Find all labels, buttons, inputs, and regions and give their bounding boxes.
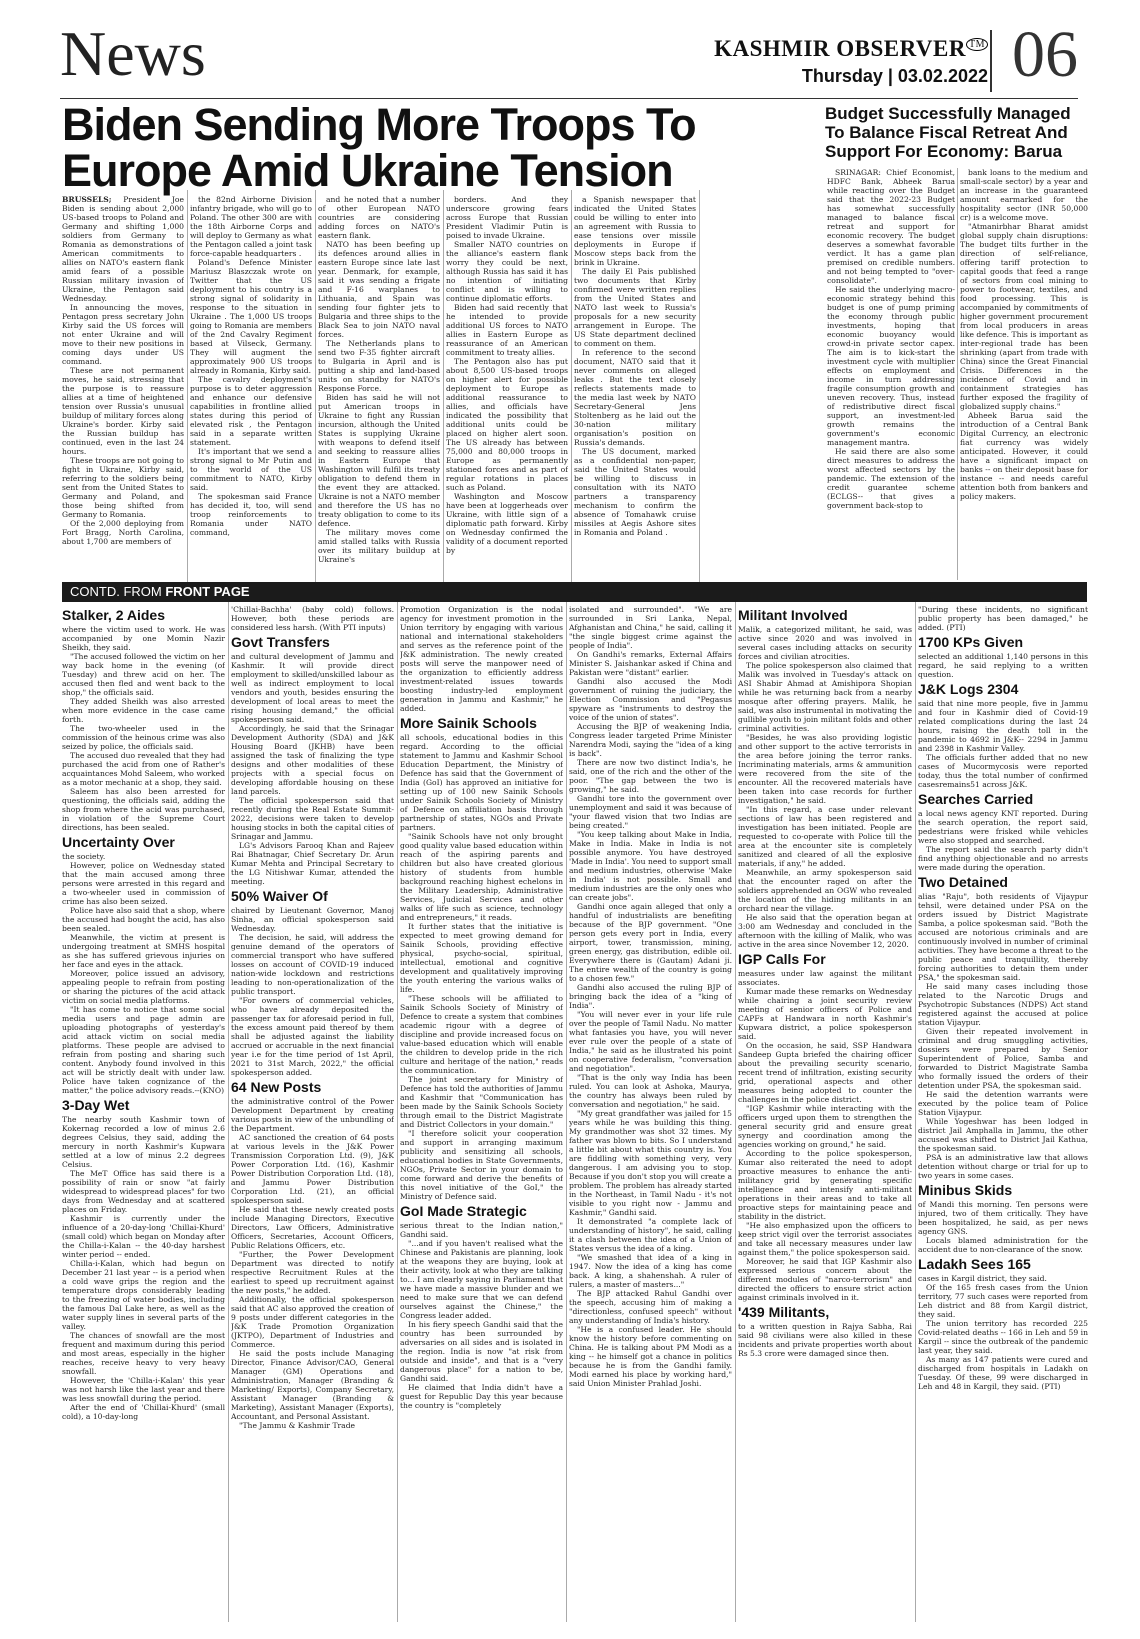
article-paragraph: and he noted that a number of other European NATO countries are considering adding forces on NATO's eastern flank.	[318, 195, 440, 240]
column-rule	[228, 602, 229, 1622]
story-paragraph: The two-wheeler used in the commission of the heinous crime was also seized by police, the officials said.	[62, 724, 225, 751]
column-rule	[187, 190, 188, 590]
story-paragraph: "You will never ever in your life rule over the people of Tamil Nadu. No matter what fantasies you have, you will never ever rule over the people of a state of India," he said as he illustrated his point on cooperative federalism, "conversation and negotiation".	[569, 1010, 732, 1073]
story-paragraph: The report said the search party didn't find anything objectionable and no arrests were made during the operation.	[918, 845, 1088, 872]
masthead-name: KASHMIR OBSERVER	[714, 36, 966, 61]
article-paragraph: Biden had said recently that he intended to provide additional US forces to NATO allies in Eastern Europe as reassurance of an American commitment to treaty allies.	[446, 303, 568, 357]
continued-col-1	[62, 605, 225, 1630]
story-paragraph: Kashmir is currently under the influence of a 20-day-long 'Chillai-Khurd' (small cold) which began on Monday after the Chilla-i-Kalan -- the 40-day harshest winter period -- ended.	[62, 1214, 225, 1259]
story-paragraph: and cultural development of Jammu and Kashmir. It will provide direct employment to skilled/unskilled labour as well as indirect employment to local vendors and youth, besides ensuring the development of local areas to meet the rising housing demand," the official spokesperson said.	[231, 652, 394, 724]
article-paragraph: bank loans to the medium and small-scale sector) by a year and an increase in the guaranteed amount earmarked for the hospitality sector (INR 50,000 cr) is a welcome move.	[960, 168, 1088, 222]
main-article-col-4	[446, 195, 568, 580]
issue-date: Thursday | 03.02.2022	[801, 66, 988, 86]
story-heading: GoI Made Strategic	[400, 1203, 527, 1219]
main-article-col-5	[574, 195, 696, 580]
story-paragraph: Gandhi also accused the ruling BJP of bringing back the idea of a "king of India".	[569, 983, 732, 1010]
story-paragraph: Kumar made these remarks on Wednesday while chairing a joint security review meeting of senior officers of Police and CAPFs at Handwara in north Kashmir's Kupwara district, a police spokesperson said.	[738, 987, 912, 1041]
story-paragraph: where the victim used to work. He was accompanied by one Momin Nazir Sheikh, they said.	[62, 625, 225, 652]
story-paragraph: Locals blamed administration for the accident due to non-clearance of the snow.	[918, 1236, 1088, 1254]
story-paragraph: to a written question in Rajya Sabha, Rai said 98 civilians were also killed in these incidents and private properties worth about Rs 5.3 crore were damaged since then.	[738, 1322, 912, 1358]
story-heading: 3-Day Wet	[62, 1097, 130, 1113]
continued-col-6	[918, 605, 1088, 1630]
column-rule	[571, 190, 572, 590]
article-paragraph: Washington and Moscow have been at loggerheads over Ukraine, with little sign of a diplomatic path forward. Kirby on Wednesday confirmed the validity of a document reported by	[446, 492, 568, 555]
story-paragraph: "I therefore solicit your cooperation and support in arranging maximum publicity and sensitizing all schools, educational bodies in State Governments, NGOs, Private Sector in your domain to come forward and derive the benefits of this novel initiative of the GoI," the Ministry of Defence said.	[400, 1129, 563, 1201]
main-article-col-1	[62, 195, 184, 580]
story-paragraph: Police have also said that a shop, where the accused had bought the acid, has also been sealed.	[62, 906, 225, 933]
story-heading: Minibus Skids	[918, 1182, 1013, 1198]
story-paragraph: Accusing the BJP of weakening India, Congress leader targeted Prime Minister Narendra Modi, saying the "idea of a king is back".	[569, 722, 732, 758]
story-paragraph: As many as 147 patients were cured and discharged from hospitals in Ladakh on Tuesday. Of these, 99 were discharged in Leh and 48 in Kargil, they said. (PTI)	[918, 1355, 1088, 1391]
masthead	[714, 36, 988, 62]
main-article-lead-text: President Joe Biden is sending about 2,000 US-based troops to Poland and Germany and shifting 1,000 soldiers from Germany to Romania as demonstrations of American commitments to allies on NATO's eastern flank amid fears of a possible Russian military invasion of Ukraine, the Pentagon said Wednesday.	[62, 195, 184, 303]
story-paragraph: Meanwhile, an army spokesperson said that the encounter raged on after the soldiers apprehended an OGW who revealed the location of the hiding militants in an orchard near the village.	[738, 868, 912, 913]
section-title: News	[60, 18, 206, 89]
story-heading: Two Detained	[918, 874, 1008, 890]
story-paragraph: "During these incidents, no significant public property has been damaged," he added. (PTI)	[918, 605, 1088, 632]
column-rule	[735, 602, 736, 1622]
continued-col-4	[569, 605, 732, 1630]
story-paragraph: all schools, educational bodies in this regard. According to the official statement to Jammu and Kashmir School Education Department, the Ministry of Defence has said that the Government of India (GoI) has approved an initiative for setting up of 100 new Sainik Schools under Sainik Schools Society of Ministry of Defence on affiliation basis through partnership of states, NGOs and Private partners.	[400, 733, 563, 832]
column-rule	[699, 190, 700, 590]
story-paragraph: "Further, the Power Development Department was directed to notify respective Recruitment Rules at the earliest to speed up recruitment against the new posts," he added.	[231, 1250, 394, 1295]
story-heading: Uncertainty Over	[62, 834, 175, 850]
story-paragraph: Of the 165 fresh cases from the Union territory, 77 such cases were reported from Leh district and 88 from Kargil district, they said.	[918, 1283, 1088, 1319]
story-paragraph: After the end of 'Chillai-Khurd' (small cold), a 10-day-long	[62, 1403, 225, 1421]
story-paragraph: Promotion Organization is the nodal agency for investment promotion in the Union territory by engaging with various national and international stakeholders and serves as the reference point of the J&K administration. The newly created posts will serve the manpower need of the organization to efficiently address investment-related issues towards boosting industry-led employment generation in Jammu and Kashmir," he added.	[400, 605, 563, 713]
story-paragraph: Saleem has also been arrested for questioning, the officials said, adding the shop from where the acid was purchased, in violation of the Supreme Court directions, has been sealed.	[62, 787, 225, 832]
article-paragraph: Poland's Defence Minister Mariusz Blaszczak wrote on Twitter that the US deployment to his country is a strong signal of solidarity in response to the situation in Ukraine . The 1,000 US troops going to Romania are members of the 2nd Cavalry Regiment based at Vilseck, Germany. They will augment the approximately 900 US troops already in Romania, Kirby said.	[190, 258, 312, 375]
story-paragraph: LG's Advisors Farooq Khan and Rajeev Rai Bhatnagar, Chief Secretary Dr. Arun Kumar Mehta and Principal Secretary to the LG Nitishwar Kumar, attended the meeting.	[231, 841, 394, 886]
story-paragraph: While Yogeshwar has been lodged in district Jail Amphalla in Jammu, the other accused was shifted to District Jail Kathua, the spokesman said.	[918, 1117, 1088, 1153]
story-heading: IGP Calls For	[738, 951, 826, 967]
story-paragraph: Chilla-i-Kalan, which had begun on December 21 last year -- is a period when a cold wave grips the region and the temperature drops considerably leading to the freezing of water bodies, including the famous Dal Lake here, as well as the water supply lines in several parts of the valley.	[62, 1259, 225, 1331]
page-number: 06	[1012, 18, 1078, 91]
story-paragraph: selected an additional 1,140 persons in this regard, he said replying to a written question.	[918, 652, 1088, 679]
story-paragraph: The nearby south Kashmir town of Kokernag recorded a low of minus 2.6 degrees Celsius, they said, adding the mercury in north Kashmir's Kupwara settled at a low of minus 2.2 degrees Celsius.	[62, 1115, 225, 1169]
story-paragraph: Moreover, he said that IGP Kashmir also expressed serious concern about the different modules of "narco-terrorism" and directed the officers to ensure strict action against criminals involved in it.	[738, 1257, 912, 1302]
article-paragraph: Biden has said he will not put American troops in Ukraine to fight any Russian incursion, although the United States is supplying Ukraine with weapons to defend itself and seeking to reassure allies in Eastern Europe that Washington will fulfil its treaty obligation to defend them in the event they are attacked. Ukraine is not a NATO member and therefore the US has no treaty obligation to come to its defence.	[318, 393, 440, 528]
story-paragraph: He said that these newly created posts include Managing Directors, Executive Directors, Law Officers, Administrative Officers, Secretaries, Account Officers, Public Relations Officers, etc.	[231, 1205, 394, 1250]
story-paragraph: of Mandi this morning. Ten persons were injured, two of them critically. They have been hospitalized, he said, as per news agency GNS.	[918, 1200, 1088, 1236]
column-rule	[915, 602, 916, 1622]
story-heading: Militant Involved	[738, 607, 848, 623]
article-paragraph: He said the underlying macro-economic strategy behind this budget is one of pump priming the economy through public investments, hoping that economic buoyancy would crowd-in private sector capex. The aim is to kick-start the investment cycle with multiplier effects on employment and income in turn addressing fragile consumption growth and uneven recovery. Thus, instead of redistributive direct fiscal support, an investment-led growth remains the government's economic management mantra.	[827, 285, 955, 447]
story-paragraph: chaired by Lieutenant Governor, Manoj Sinha, an official spokesperson said Wednesday.	[231, 906, 394, 933]
story-heading: 1700 KPs Given	[918, 634, 1024, 650]
story-paragraph: There are now two distinct India's, he said, one of the rich and the other of the poor. "The gap between the two is growing," he said.	[569, 758, 732, 794]
story-paragraph: "He also emphasized upon the officers to keep strict vigil over the terrorist associates and take all necessary measures under law against them," the police spokesperson said.	[738, 1221, 912, 1257]
article-paragraph: SRINAGAR: Chief Economist, HDFC Bank, Abheek Barua while reacting over the Budget said that the 2022-23 Budget has somewhat successfully managed to balance fiscal retreat and support for economic recovery. The budget deserves a somewhat favorable verdict. It has a game plan premised on credible numbers. and not being tempted to "over-consolidate".	[827, 168, 955, 285]
side-article-col-2	[960, 168, 1088, 580]
continued-col-2	[231, 605, 394, 1630]
story-heading: '439 Militants,	[738, 1304, 830, 1320]
story-paragraph: measures under law against the militant associates.	[738, 969, 912, 987]
story-paragraph: AC sanctioned the creation of 64 posts at various levels in the J&K Power Transmission Corporation Ltd. (9), J&K Power Corporation Ltd. (16), Kashmir Power Distribution Corporation Ltd. (18), and Jammu Power Distribution Corporation Ltd. (21), an official spokesperson said.	[231, 1133, 394, 1205]
article-paragraph: In reference to the second document, NATO said that it never comments on alleged leaks . But the text closely reflects statements made to the media last week by NATO Secretary-General Jens Stoltenberg as he laid out the 30-nation military organisation's position on Russia's demands.	[574, 348, 696, 447]
story-paragraph: Gandhi tore into the government over unemployment and said it was because of "your flawed vision that two Indias are being created."	[569, 794, 732, 830]
main-article-paragraph: These troops are not going to fight in Ukraine, Kirby said, referring to the soldiers being sent from the United States to Germany and Poland, and those being shifted from Germany to Romania.	[62, 456, 184, 519]
side-article-col-1	[827, 168, 955, 580]
article-paragraph: "Atmanirbhar Bharat amidst global supply chain disruptions: The budget tilts further in the direction of self-reliance, offering tariff protection to capital goods that feed a range of sectors from coal mining to power to footwear, textiles, and food processing. This is accompanied by commitments of higher government procurement from local producers in areas like defence. This is important as inter-regional trade has been shrinking (apart from trade with China) since the Great Financial Crisis. Differences in the incidence of Covid and in containment strategies has further exposed the fragility of globalized supply chains."	[960, 222, 1088, 411]
continued-banner	[62, 582, 1087, 602]
story-paragraph: cases in Kargil district, they said.	[918, 1274, 1047, 1283]
story-paragraph: "We smashed that idea of a king in 1947. Now the idea of a king has come back. A king, a shahenshah. A ruler of rulers, a master of masters..."	[569, 1253, 732, 1289]
story-paragraph: The officials further added that no new cases of Mucormycosis were reported today, thus the total number of confirmed casesremains51 across J&K.	[918, 753, 1088, 789]
story-paragraph: The decision, he said, will address the genuine demand of the operators of commercial transport who have suffered losses on account of COVID-19 induced nation-wide lockdown and restrictions leading to non-operationalization of the public transport.	[231, 933, 394, 996]
story-paragraph: Additionally, the official spokesperson said that AC also approved the creation of 9 posts under different categories in the J&K Trade Promotion Organization (JKTPO), Department of Industries and Commerce.	[231, 1295, 394, 1349]
story-paragraph: "IGP Kashmir while interacting with the officers urged upon them to strengthen the general security grid and ensure great synergy and coordination among the agencies working on ground," he said.	[738, 1104, 912, 1149]
article-paragraph: Smaller NATO countries on the alliance's eastern flank worry they could be next, although Russia has said it has no intention of initiating conflict and is willing to continue diplomatic efforts.	[446, 240, 568, 303]
article-paragraph: NATO has been beefing up its defences around allies in eastern Europe since late last year. Denmark, for example, said it was sending a frigate and F-16 warplanes to Lithuania, and Spain was sending four fighter jets to Bulgaria and three ships to the Black Sea to join NATO naval forces.	[318, 240, 440, 339]
story-heading: Stalker, 2 Aides	[62, 607, 165, 623]
main-headline: Biden Sending More Troops To Europe Amid Ukraine Tension	[62, 99, 696, 196]
story-paragraph: However, the 'Chilla-i-Kalan' this year was not harsh like the last year and there was less snowfall during the period.	[62, 1376, 225, 1403]
main-article-paragraph: In announcing the moves, Pentagon press secretary John Kirby said the US forces will not enter Ukraine and will move to their new positions in coming days under US command.	[62, 303, 184, 366]
main-article-col-2	[190, 195, 312, 580]
story-paragraph: Malik, a categorized militant, he said, was active since 2020 and was involved in several cases including attacks on security forces and civilian atrocities.	[738, 625, 912, 661]
trademark-mark: TM	[966, 38, 988, 51]
story-paragraph: The official spokesperson said that recently during the Real Estate Summit-2022, decisions were taken to develop housing stocks in both the capital cities of Srinagar and Jammu.	[231, 796, 394, 841]
story-paragraph: "My great grandfather was jailed for 15 years while he was building this thing. My grandmother was shot 32 times. My father was blown to bits. So I understand a little bit about what this country is. You are fiddling with something very, very dangerous. I am advising you to stop. Because if you don't stop you will create a problem. The problem has already started in the Northeast, in Tamil Nadu - it's not visible to you right now - Jammu and Kashmir," Gandhi said.	[569, 1109, 732, 1217]
story-paragraph: "He is a confused leader. He should know the history before commenting on China. He is talking about PM Modi as a king -- he himself got a chance in politics because he is from the Gandhi family. Modi earned his place by working hard," said Union Minister Prahlad Joshi.	[569, 1325, 732, 1388]
article-paragraph: The Netherlands plans to send two F-35 fighter aircraft to Bulgaria in April and is putting a ship and land-based units on standby for NATO's Response Force.	[318, 339, 440, 393]
article-paragraph: the 82nd Airborne Division infantry brigade, who will go to Poland. The other 300 are with the 18th Airborne Corps and will deploy to Germany as what the Pentagon called a joint task force-capable headquarters .	[190, 195, 312, 258]
banner-prefix: CONTD. FROM	[70, 584, 162, 599]
story-paragraph: Gandhi once again alleged that only a handful of industrialists are benefiting because of the BJP government. "One person gets every port in India, every airport, tower, transmission, mining, green energy, gas distribution, edible oil. Everywhere there is (Gautam) Adani ji. The entire wealth of the country is going to a chosen few."	[569, 902, 732, 983]
story-paragraph: "These schools will be affiliated to Sainik Schools Society of Ministry of Defence to create a system that combines academic rigour with a degree of discipline and provide increased focus on value-based education which will enable the children to develop pride in the rich culture and heritage of the nation," reads the communication.	[400, 994, 563, 1075]
story-paragraph: "For owners of commercial vehicles, who have already deposited the passenger tax for aforesaid period in full, the excess amount paid thereof by them shall be adjusted against the liability accrued or accruable in the next financial year i.e for the time period of 1st April, 2021 to 31st March, 2022," the official spokesperson added.	[231, 996, 394, 1077]
story-paragraph: alias "Raju", both residents of Vijaypur tehsil, were detained under PSA on the orders issued by District Magistrate Samba, a police spokesman said. "Both the accused are notorious criminals and are continuously involved in number of criminal activities. They have become a threat to the public peace and tranquillity, thereby forcing authorities to detain them under PSA," the spokesman said.	[918, 892, 1088, 982]
story-paragraph: He said many cases including those related to the Narcotic Drugs and Psychotropic Substances (NDPS) Act stand registered against the accused at police station Vijaypur.	[918, 982, 1088, 1027]
story-paragraph: On the occasion, he said, SSP Handwara Sandeep Gupta briefed the chairing officer about the prevailing security scenario, recent trend of infiltration, existing security grid, operational aspects and other measures being adopted to counter the challenges in the police district.	[738, 1041, 912, 1104]
column-rule	[443, 190, 444, 590]
story-paragraph: the society.	[62, 852, 106, 861]
column-rule	[397, 602, 398, 1622]
story-paragraph: "Besides, he was also providing logistic and other support to the active terrorists in the area before joining the terror ranks. Incriminating materials, arms & ammunition were recovered from the site of the encounter. All the recovered materials have been taken into case records for further investigation," he said.	[738, 733, 912, 805]
story-paragraph: "In this regard, a case under relevant sections of law has been registered and investigation has been initiated. People are requested to co-operate with Police till the area at the encounter site is completely sanitized and cleared of all the explosive materials, if any," he added.	[738, 805, 912, 868]
story-paragraph: It demonstrated "a complete lack of understanding of history", he said, calling it a clash between the idea of a Union of States versus the idea of a king.	[569, 1217, 732, 1253]
story-paragraph: He said the detention warrants were executed by the police team of Police Station Vijaypur.	[918, 1090, 1088, 1117]
article-paragraph: The US document, marked as a confidential non-paper, said the United States would be willing to discuss in consultation with its NATO partners a transparency mechanism to confirm the absence of Tomahawk cruise missiles at Aegis Ashore sites in Romania and Poland .	[574, 447, 696, 537]
story-paragraph: "Sainik Schools have not only brought good quality value based education within reach of the aspiring parents and children but also have created glorious history of students from humble background reaching highest echelons in the Military Leadership, Administrative Services, Judicial Services and other walks of life such as science, technology and entrepreneurs," it reads.	[400, 832, 563, 922]
article-paragraph: a Spanish newspaper that indicated the United States could be willing to enter into an agreement with Russia to ease tensions over missile deployments in Europe if Moscow steps back from the brink in Ukraine.	[574, 195, 696, 267]
story-heading: J&K Logs 2304	[918, 681, 1019, 697]
story-paragraph: a local news agency KNT reported. During the search operation, the report said, pedestrians were frisked while vehicles were also stopped and searched.	[918, 809, 1088, 845]
article-paragraph: The Pentagon also has put about 8,500 US-based troops on higher alert for possible deployment to Europe as additional reassurance to allies, and officials have indicated the possibility that additional units could be placed on higher alert soon. The US already has between 75,000 and 80,000 troops in Europe as permanently stationed forces and as part of regular rotations in places such as Poland.	[446, 357, 568, 492]
story-heading: More Sainik Schools	[400, 715, 537, 731]
column-rule	[315, 190, 316, 590]
story-heading: 50% Waiver Of	[231, 888, 328, 904]
article-paragraph: The spokesman said France has decided it, too, will send troop reinforcements to Romania under NATO command,	[190, 492, 312, 537]
story-paragraph: "It has come to notice that some social media users and page admin are uploading photographs of yesterday's acid attack victim on social media platforms. These people are advised to refrain from posting and sharing such content. Anybody found involved in this act will be strictly dealt with under law. Police have taken cognizance of the matter," the police advisory reads.--(KNO)	[62, 1005, 225, 1095]
main-article-paragraph: These are not permanent moves, he said, stressing that the purpose is to reassure allies at a time of heightened tension over Russia's unusual buildup of military forces along Ukraine's border. Kirby said the Russian buildup has continued, even in the last 24 hours.	[62, 366, 184, 456]
continued-col-5	[738, 605, 912, 1630]
story-paragraph: The police spokesperson also claimed that Malik was involved in Tuesday's attack on ASI Shabir Ahmad at Amishipora Shopian while he was returning back from a nearby mosque after offering prayers. Malik, he said, was also instrumental in motivating the gullible youth to join militant folds and other criminal activities.	[738, 661, 912, 733]
story-paragraph: They added Sheikh was also arrested when more evidence in the case came forth.	[62, 697, 225, 724]
banner-suffix: FRONT PAGE	[165, 584, 250, 599]
story-heading: Searches Carried	[918, 791, 1034, 807]
story-paragraph: 'Chillai-Bachha' (baby cold) follows. However, both these periods are considered less harsh. (With PTI inputs)	[231, 605, 394, 632]
continued-col-3	[400, 605, 563, 1630]
article-paragraph: The cavalry deployment's purpose is to deter aggression and enhance our defensive capabilities in frontline allied states during this period of elevated risk , the Pentagon said in a separate written statement.	[190, 375, 312, 447]
story-paragraph: serious threat to the Indian nation," Gandhi said.	[400, 1221, 563, 1239]
story-paragraph: The union territory has recorded 225 Covid-related deaths -- 166 in Leh and 59 in Kargil -- since the outbreak of the pandemic last year, they said.	[918, 1319, 1088, 1355]
article-paragraph: Abheek Barua said the introduction of a Central Bank Digital Currency, an electronic fiat currency was widely anticipated. However, it could have a significant impact on banks -- on their deposit base for instance -- and needs careful attention both from bankers and policy makers.	[960, 411, 1088, 501]
story-paragraph: Given their repeated involvement in criminal and drug smuggling activities, dossiers were prepared by Senior Superintendent of Police, Samba and forwarded to District Magistrate Samba who formally issued the orders of their detention under PSA, the spokesman said.	[918, 1027, 1088, 1090]
article-paragraph: The military moves come amid stalled talks with Russia over its military buildup at Ukraine's	[318, 528, 440, 564]
main-article-lead	[62, 195, 184, 303]
story-paragraph: The BJP attacked Rahul Gandhi over the speech, accusing him of making a "directionless, confused speech" without any understanding of India's history.	[569, 1289, 732, 1325]
main-article-col-3	[318, 195, 440, 580]
article-paragraph: borders. And they underscore growing fears across Europe that Russian President Vladimir Putin is poised to invade Ukraine.	[446, 195, 568, 240]
story-paragraph: The accused duo revealed that they had purchased the acid from one of Rather's acquaintances Mohd Saleem, who worked as a motor mechanic at a shop, they said.	[62, 751, 225, 787]
story-paragraph: "That is the only way India has been ruled. You can look at Ashoka, Maurya, the country has always been ruled by conversation and negotiation," he said.	[569, 1073, 732, 1109]
story-paragraph: Moreover, police issued an advisory, appealing people to refrain from posting or sharing the pictures of the acid attack victim on social media platforms.	[62, 969, 225, 1005]
story-paragraph: Meanwhile, the victim at present is undergoing treatment at SMHS hospital as she has suffered grievous injuries on her face and eyes in the attack.	[62, 933, 225, 969]
story-paragraph: "The Jammu & Kashmir Trade	[239, 1421, 356, 1430]
story-paragraph: "...and if you haven't realised what the Chinese and Pakistanis are planning, look at the weapons they are buying, look at their activity, look at who they are talking to... I am clearly saying in Parliament that we have made a massive blunder and we need to make sure that we can defend ourselves against the Chinese," the Congress leader added.	[400, 1239, 563, 1320]
story-paragraph: The chances of snowfall are the most frequent and maximum during this period and most areas, especially in the higher reaches, receive heavy to very heavy snowfall.	[62, 1331, 225, 1376]
story-paragraph: He also said that the operation began at 3:00 am Wednesday and concluded in the afternoon with the killing of Malik, who was active in the area since November 12, 2020.	[738, 913, 912, 949]
article-paragraph: It's important that we send a strong signal to Mr Putin and to the world of the US commitment to NATO, Kirby said.	[190, 447, 312, 492]
story-paragraph: isolated and surrounded". "We are surrounded in Sri Lanka, Nepal, Afghanistan and China," he said, calling it "the single biggest crime against the people of India".	[569, 605, 732, 650]
article-paragraph: The daily El Pais published two documents that Kirby confirmed were written replies from the United States and NATO last week to Russia's proposals for a new security arrangement in Europe. The US State department declined to comment on them.	[574, 267, 696, 348]
story-paragraph: Gandhi also accused the Modi government of ruining the judiciary, the Election Commission and "Pegasus spyware as "instruments to destroy the voice of the union of states".	[569, 677, 732, 722]
story-paragraph: "You keep talking about Make in India, Make in India. Make in India is not possible anymore. You have destroyed 'Made in India'. You need to support small and medium industries, otherwise 'Make in India' is not possible. Small and medium industries are the only ones who can create jobs".	[569, 830, 732, 902]
main-article-paragraph: Of the 2,000 deploying from Fort Bragg, North Carolina, about 1,700 are members of	[62, 519, 184, 546]
story-heading: Govt Transfers	[231, 634, 330, 650]
dateline: BRUSSELS;	[62, 195, 112, 204]
story-heading: 64 New Posts	[231, 1079, 322, 1095]
story-paragraph: According to the police spokesperson, Kumar also reiterated the need to adopt proactive measures to enhance the anti-militancy grid by generating specific intelligence and intensify anti-militant operations in their areas and to take all proactive steps for maintaining peace and stability in the district.	[738, 1149, 912, 1221]
story-paragraph: The MeT Office has said there is a possibility of rain or snow "at fairly widespread to widespread places" for two days from Wednesday and at scattered places on Friday.	[62, 1169, 225, 1214]
story-heading: Ladakh Sees 165	[918, 1256, 1031, 1272]
story-paragraph: The joint secretary for Ministry of Defence has told the authorities of Jammu and Kashmir that "Communication has been made by the Sainik Schools Society through email to the District Magistrate and District Collectors in your domain."	[400, 1075, 563, 1129]
column-rule	[957, 168, 958, 580]
header-divider	[990, 30, 992, 92]
story-paragraph: said that nine more people, five in Jammu and four in Kashmir died of Covid-19 related complications during the last 24 hours, raising the death toll in the pandemic to 4692 in J&K-- 2294 in Jammu and 2398 in Kashmir Valley.	[918, 699, 1088, 753]
story-paragraph: the administrative control of the Power Development Department by creating various posts in view of the unbundling of the Department.	[231, 1097, 394, 1133]
story-paragraph: He said the posts include Managing Director, Finance Advisor/CAO, General Manager (GM) Operations and Administration, Manager (Branding & Marketing/ Exports), Company Secretary, Assistant Manager (Branding & Marketing), Assistant Manager (Exports), Accountant, and Personal Assistant.	[231, 1349, 394, 1421]
story-paragraph: It further states that the initiative is expected to meet growing demand for Sainik Schools, providing effective physical, psycho-social, spiritual, intellectual, emotional and cognitive development and qualitatively improving the youth entering the various walks of life.	[400, 922, 563, 994]
story-paragraph: Accordingly, he said that the Srinagar Development Authority (SDA) and J&K Housing Board (JKHB) have been assigned the task of finalizing the type designs and other modalities of these projects with a special focus on developing affordable housing on these land parcels.	[231, 724, 394, 796]
story-paragraph: "The accused followed the victim on her way back home in the evening (of Tuesday) and threw acid on her. The accused then fled and went back to the shop," the officials said.	[62, 652, 225, 697]
story-paragraph: PSA is an administrative law that allows detention without charge or trial for up to two years in some cases.	[918, 1153, 1088, 1180]
side-headline: Budget Successfully Managed To Balance Fiscal Retreat And Support For Economy: Barua	[825, 104, 1071, 161]
article-paragraph: He said there are also some direct measures to address the worst affected sectors by the pandemic. The extension of the credit guarantee scheme (ECLGS-- that gives a government back-stop to	[827, 447, 955, 510]
story-paragraph: However, police on Wednesday stated that the main accused among three persons were arrested in this regard and a two-wheeler used in commission of crime has also been seized.	[62, 861, 225, 906]
story-paragraph: On Gandhi's remarks, External Affairs Minister S. Jaishankar asked if China and Pakistan were "distant" earlier.	[569, 650, 732, 677]
story-paragraph: In his fiery speech Gandhi said that the country has been surrounded by adversaries on all sides and is isolated in the region. India is now "at risk from outside and inside", and that is a "very dangerous place" for a nation to be, Gandhi said.	[400, 1320, 563, 1383]
column-rule	[566, 602, 567, 1622]
story-paragraph: He claimed that India didn't have a guest for Republic Day this year because the country is "completely	[400, 1383, 563, 1410]
